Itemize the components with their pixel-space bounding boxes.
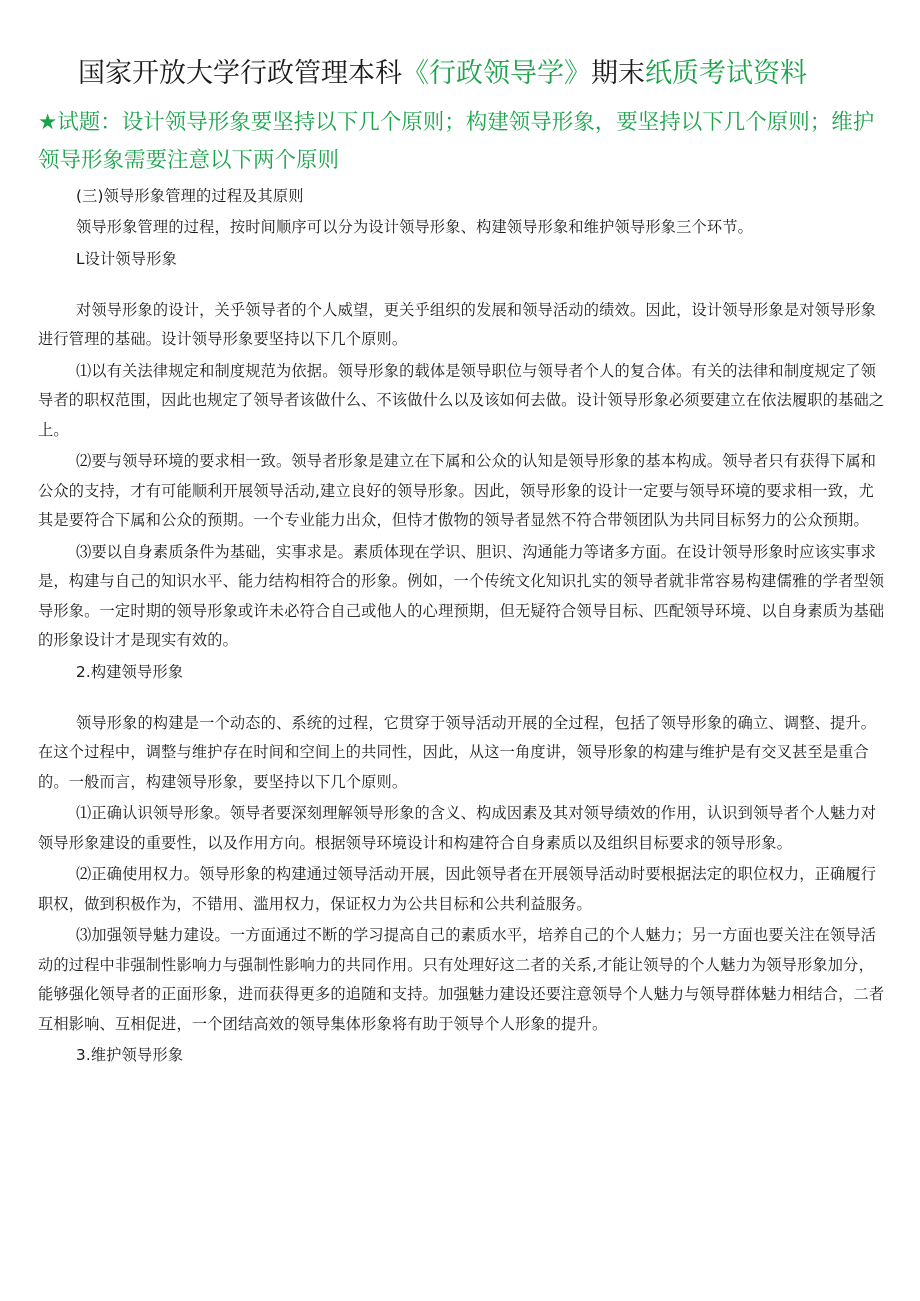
principle-build-2: ⑵正确使用权力。领导形象的构建通过领导活动开展，因此领导者在开展领导活动时要根据法定的职位权力，正确履行职权，做到积极作为，不错用、滥用权力，保证权力为公共目标和公共利益服务。 — [38, 865, 877, 913]
title-part-1: 国家开放大学行政管理本科 — [78, 58, 402, 89]
document-body — [38, 182, 888, 1070]
principle-design-1: ⑴以有关法律规定和制度规范为依据。领导形象的载体是领导职位与领导者个人的复合体。有关的法律和制度规定了领导者的职权范围，因此也规定了领导者该做什么、不该做什么以及该如何去做。设计领导形象必须要建立在依法履职的基础之上。 — [38, 361, 885, 439]
title-part-2: 《行政领导学》 — [402, 58, 591, 89]
title-part-4: 纸质考试资料 — [645, 58, 807, 89]
document-title — [78, 54, 878, 94]
subheading-build: 2.构建领导形象 — [76, 662, 184, 681]
title-part-3: 期末 — [591, 58, 645, 89]
principle-design-2: ⑵要与领导环境的要求相一致。领导者形象是建立在下属和公众的认知是领导形象的基本构成。领导者只有获得下属和公众的支持，才有可能顺利开展领导活动,建立良好的领导形象。因此，领导形象的设计一定要与领导环境的要求相一致，尤其是要符合下属和公众的预期。一个专业能力出众，但恃才傲物的领导者显然不符合带领团队为共同目标努力的公众预期。 — [38, 452, 877, 529]
principle-build-1: ⑴正确认识领导形象。领导者要深刻理解领导形象的含义、构成因素及其对领导绩效的作用，认识到领导者个人魅力对领导形象建设的重要性，以及作用方向。根据领导环境设计和构建符合自身素质以及组织目标要求的领导形象。 — [38, 804, 877, 852]
subheading-maintain: 3.维护领导形象 — [76, 1046, 184, 1064]
exam-question: ★试题：设计领导形象要坚持以下几个原则；构建领导形象，要坚持以下几个原则；维护领导形象需要注意以下两个原则 — [38, 110, 875, 173]
paragraph-build: 领导形象的构建是一个动态的、系统的过程，它贯穿于领导活动开展的全过程，包括了领导形象的确立、调整、提升。在这个过程中，调整与维护存在时间和空间上的共同性，因此，从这一角度讲，领导形象的构建与维护是有交叉甚至是重合的。一般而言，构建领导形象，要坚持以下几个原则。 — [38, 713, 877, 791]
principle-design-3: ⑶要以自身素质条件为基础，实事求是。素质体现在学识、胆识、沟通能力等诸多方面。在设计领导形象时应该实事求是，构建与自己的知识水平、能力结构相符合的形象。例如，一个传统文化知识扎实的领导者就非常容易构建儒雅的学者型领导形象。一定时期的领导形象或许未必符合自己或他人的心理预期，但无疑符合领导目标、匹配领导环境、以自身素质为基础的形象设计才是现实有效的。 — [38, 542, 885, 649]
paragraph-design: 对领导形象的设计，关乎领导者的个人威望，更关乎组织的发展和领导活动的绩效。因此，设计领导形象是对领导形象进行管理的基础。设计领导形象要坚持以下几个原则。 — [38, 300, 877, 348]
principle-build-3: ⑶加强领导魅力建设。一方面通过不断的学习提高自己的素质水平，培养自己的个人魅力；另一方面也要关注在领导活动的过程中非强制性影响力与强制性影响力的共同作用。只有处理好这二者的关系,才能让领导的个人魅力为领导形象加分，能够强化领导者的正面形象，进而获得更多的追随和支持。加强魅力建设还要注意领导个人魅力与领导群体魅力相结合，二者互相影响、互相促进，一个团结高效的领导集体形象将有助于领导个人形象的提升。 — [38, 926, 885, 1033]
section-heading: (三)领导形象管理的过程及其原则 — [76, 187, 304, 205]
intro-paragraph: 领导形象管理的过程，按时间顺序可以分为设计领导形象、构建领导形象和维护领导形象三个环节。 — [76, 218, 754, 236]
subheading-design: L设计领导形象 — [76, 249, 177, 268]
